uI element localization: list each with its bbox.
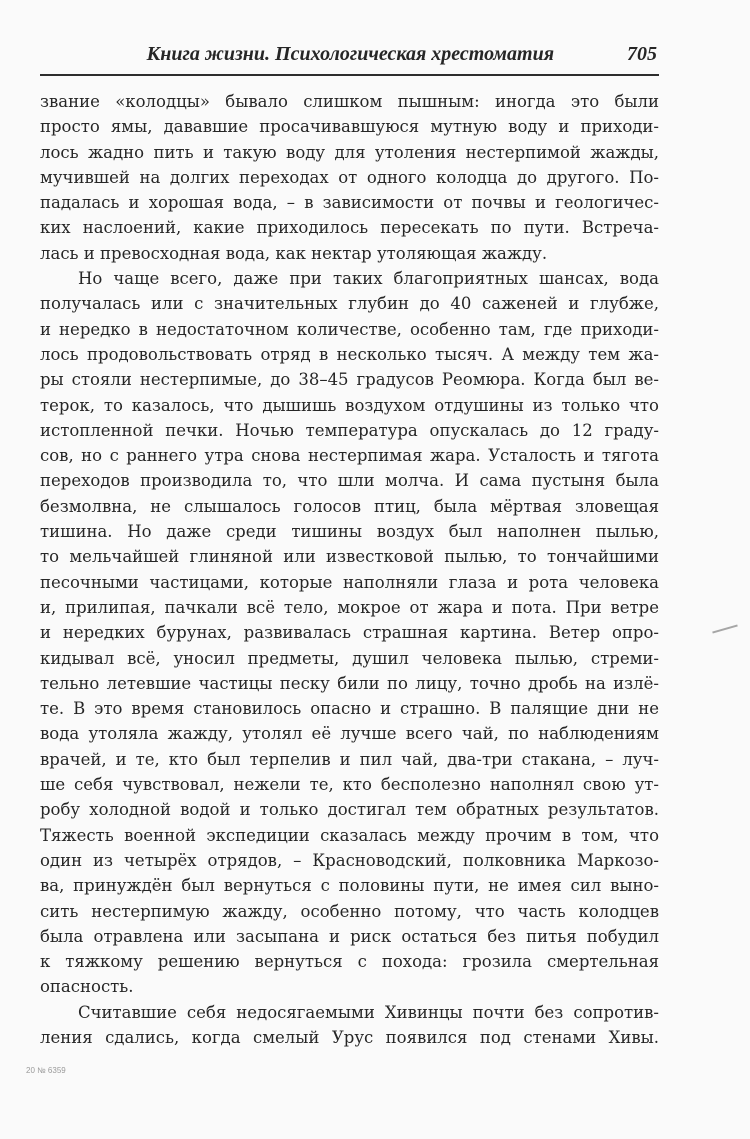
text-line: то мельчайшей глиняной или известковой пылью, то тончайшими bbox=[40, 547, 659, 567]
text-line: тельно летевшие частицы песку били по лицу, точно дробь на излё- bbox=[40, 673, 659, 693]
text-line: падалась и хорошая вода, – в зависимости от почвы и геологичес- bbox=[40, 193, 659, 213]
text-line: Тяжесть военной экспедиции сказалась между прочим в том, что bbox=[40, 825, 659, 845]
text-line: терок, то казалось, что дышишь воздухом отдушины из только что bbox=[40, 395, 659, 415]
text-line: ления сдались, когда смелый Урус появился под стенами Хивы. bbox=[40, 1027, 659, 1047]
text-line: сов, но с раннего утра снова нестерпимая жара. Усталость и тягота bbox=[40, 446, 659, 466]
body-text bbox=[40, 89, 659, 1050]
text-line: переходов производила то, что шли молча. И сама пустыня была bbox=[40, 471, 659, 491]
text-line: и нередко в недостаточном количестве, особенно там, где приходи- bbox=[40, 319, 659, 339]
text-line: лось жадно пить и такую воду для утоления нестерпимой жажды, bbox=[40, 142, 659, 162]
paragraph-start: Но чаще всего, даже при таких благоприятных шансах, вода bbox=[78, 269, 659, 289]
text-line: кидывал всё, уносил предметы, душил человека пылью, стреми- bbox=[40, 648, 659, 668]
text-line: робу холодной водой и только достигал тем обратных результатов. bbox=[40, 800, 659, 820]
text-line: лось продовольствовать отряд в несколько тысяч. А между тем жа- bbox=[40, 344, 659, 364]
text-line: ры стояли нестерпимые, до 38–45 градусов Реомюра. Когда был ве- bbox=[40, 370, 659, 390]
text-line: песочными частицами, которые наполняли глаза и рота человека bbox=[40, 572, 659, 592]
text-line: к тяжкому решению вернуться с похода: грозила смертельная bbox=[40, 952, 659, 972]
text-line: и, прилипая, пачкали всё тело, мокрое от жара и пота. При ветре bbox=[40, 597, 659, 617]
text-line: ше себя чувствовал, нежели те, кто бесполезно наполнял свою ут- bbox=[40, 775, 659, 795]
text-line: мучившей на долгих переходах от одного колодца до другого. По- bbox=[40, 167, 659, 187]
margin-pencil-mark bbox=[712, 624, 738, 633]
text-line: те. В это время становилось опасно и страшно. В палящие дни не bbox=[40, 699, 659, 719]
print-signature: 20 № 6359 bbox=[26, 1066, 66, 1075]
text-line: истопленной печки. Ночью температура опускалась до 12 граду- bbox=[40, 420, 659, 440]
text-line: лась и превосходная вода, как нектар утоляющая жажду. bbox=[40, 243, 548, 263]
text-line: звание «колодцы» бывало слишком пышным: иногда это были bbox=[40, 92, 659, 111]
text-line: тишина. Но даже среди тишины воздух был наполнен пылью, bbox=[40, 522, 659, 542]
text-line: один из четырёх отрядов, – Красноводский, полковника Маркозо- bbox=[40, 850, 659, 870]
text-line: сить нестерпимую жажду, особенно потому, что часть колодцев bbox=[40, 901, 659, 921]
text-line: просто ямы, дававшие просачивавшуюся мутную воду и приходи- bbox=[40, 117, 659, 137]
text-line: ва, принуждён был вернуться с половины пути, не имея сил выно- bbox=[40, 876, 659, 896]
text-line: получалась или с значительных глубин до 40 саженей и глубже, bbox=[40, 294, 659, 314]
paragraph-start: Считавшие себя недосягаемыми Хивинцы почти без сопротив- bbox=[78, 1002, 659, 1022]
text-line: опасность. bbox=[40, 977, 134, 997]
page-number: 705 bbox=[627, 43, 657, 65]
text-line: вода утоляла жажду, утолял её лучше всего чай, по наблюдениям bbox=[40, 724, 659, 744]
book-title: Книга жизни. Психологическая хрестоматия bbox=[146, 43, 554, 65]
text-line: была отравлена или засыпана и риск остаться без питья побудил bbox=[40, 926, 659, 946]
text-line: безмолвна, не слышалось голосов птиц, была мёртвая зловещая bbox=[40, 496, 659, 516]
text-line: и нередких бурунах, развивалась страшная картина. Ветер опро- bbox=[40, 623, 659, 643]
text-line: врачей, и те, кто был терпелив и пил чай, два-три стакана, – луч- bbox=[40, 749, 659, 769]
running-header bbox=[40, 38, 659, 76]
text-line: ких наслоений, какие приходилось пересекать по пути. Встреча- bbox=[40, 218, 659, 238]
